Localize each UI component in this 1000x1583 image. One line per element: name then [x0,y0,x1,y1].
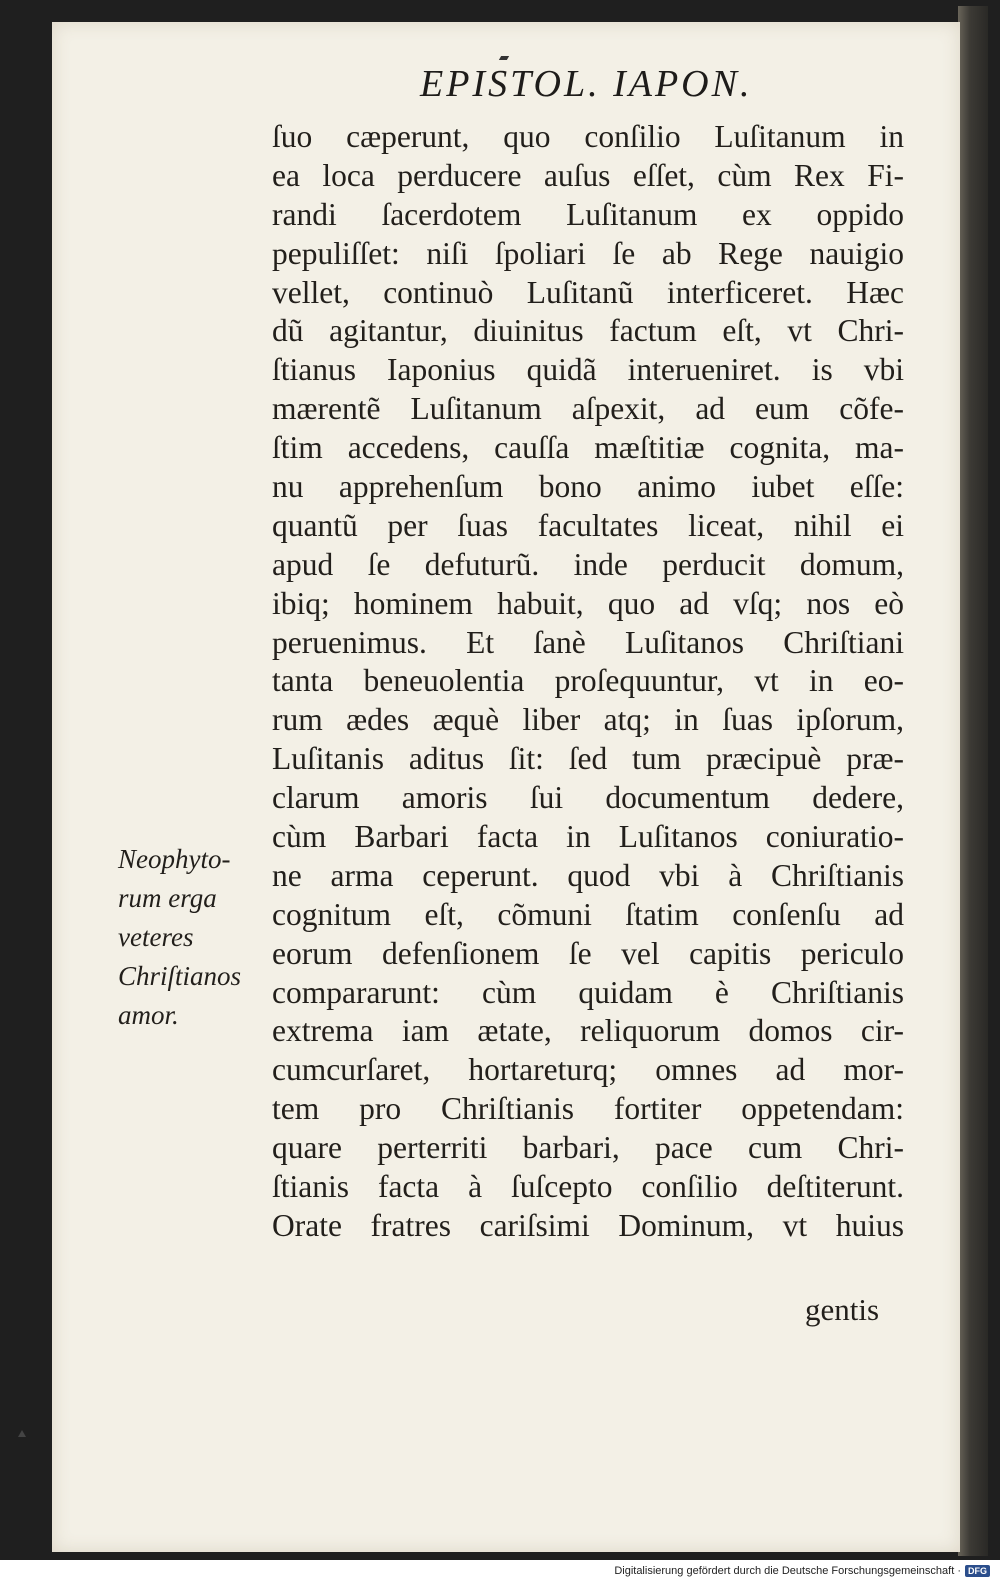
text-line: tem pro Chriſtianis fortiter oppetendam: [272,1091,904,1127]
text-line: dũ agitantur, diuinitus factum eſt, vt Chri- [272,313,904,349]
marginal-line: veteres [118,922,194,952]
text-line: quantũ per ſuas facultates liceat, nihil ei [272,507,904,543]
credit-text: Digitalisierung gefördert durch die Deutsche Forschungsgemeinschaft · [614,1565,961,1577]
marginal-line: amor. [118,1000,179,1030]
text-line: ſuo cæperunt, quo conſilio Luſitanum in [272,119,904,154]
text-line: extrema iam ætate, reliquorum domos cir- [272,1013,904,1049]
marginal-line: Neophyto- [118,844,231,874]
text-line: Luſitanis aditus ſit: ſed tum præcipuè præ- [272,741,904,777]
text-line: apud ſe defuturũ. inde perducit domum, [272,546,904,582]
text-line: vellet, continuò Luſitanũ interficeret. Hæc [272,274,904,310]
text-line: eorum defenſionem ſe vel capitis periculo [272,935,904,971]
text-line: peruenimus. Et ſanè Luſitanos Chriſtiani [272,624,904,660]
text-line: randi ſacerdotem Luſitanum ex oppido [272,196,904,232]
text-line: quare perterriti barbari, pace cum Chri- [272,1130,904,1166]
dfg-logo: DFG [965,1565,990,1577]
text-line: Orate fratres cariſsimi Dominum, vt huius [272,1207,904,1243]
marginal-note [118,840,268,1035]
text-line: pepuliſſet: niſi ſpoliari ſe ab Rege nauigio [272,235,904,271]
text-line: tanta beneuolentia proſequuntur, vt in eo- [272,663,904,699]
text-line: ſtim accedens, cauſſa mæſtitiæ cognita, ma- [272,430,904,466]
text-line: rum ædes æquè liber atq; in ſuas ipſorum, [272,702,904,738]
text-line: cùm Barbari facta in Luſitanos coniuratio- [272,819,904,855]
page-edge [958,6,988,1556]
binding-mark [18,1430,26,1437]
text-line: ſtianus Iaponius quidã interueniret. is vbi [272,352,904,388]
text-line: cognitum eſt, cõmuni ſtatim conſenſu ad [272,896,904,932]
ink-mark [499,56,509,60]
text-line: cumcurſaret, hortareturq; omnes ad mor- [272,1052,904,1088]
catchword: gentis [805,1292,880,1327]
body-text [272,118,904,1246]
text-line: compararunt: cùm quidam è Chriſtianis [272,974,904,1010]
text-line: clarum amoris ſui documentum dedere, [272,780,904,816]
digitization-credit [614,1565,990,1577]
text-line: nu apprehenſum bono animo iubet eſſe: [272,469,904,505]
text-line: ſtianis facta à ſuſcepto conſilio deſtiterunt. [272,1169,904,1205]
text-line: ea loca perducere auſus eſſet, cùm Rex Fi- [272,157,904,193]
running-head: EPISTOL. IAPON. [420,63,753,105]
text-line: ne arma ceperunt. quod vbi à Chriſtianis [272,857,904,893]
marginal-line: rum erga [118,883,217,913]
text-line: mærentẽ Luſitanum aſpexit, ad eum cõfe- [272,391,904,427]
text-line: ibiq; hominem habuit, quo ad vſq; nos eò [272,585,904,621]
marginal-line: Chriſtianos [118,961,242,991]
